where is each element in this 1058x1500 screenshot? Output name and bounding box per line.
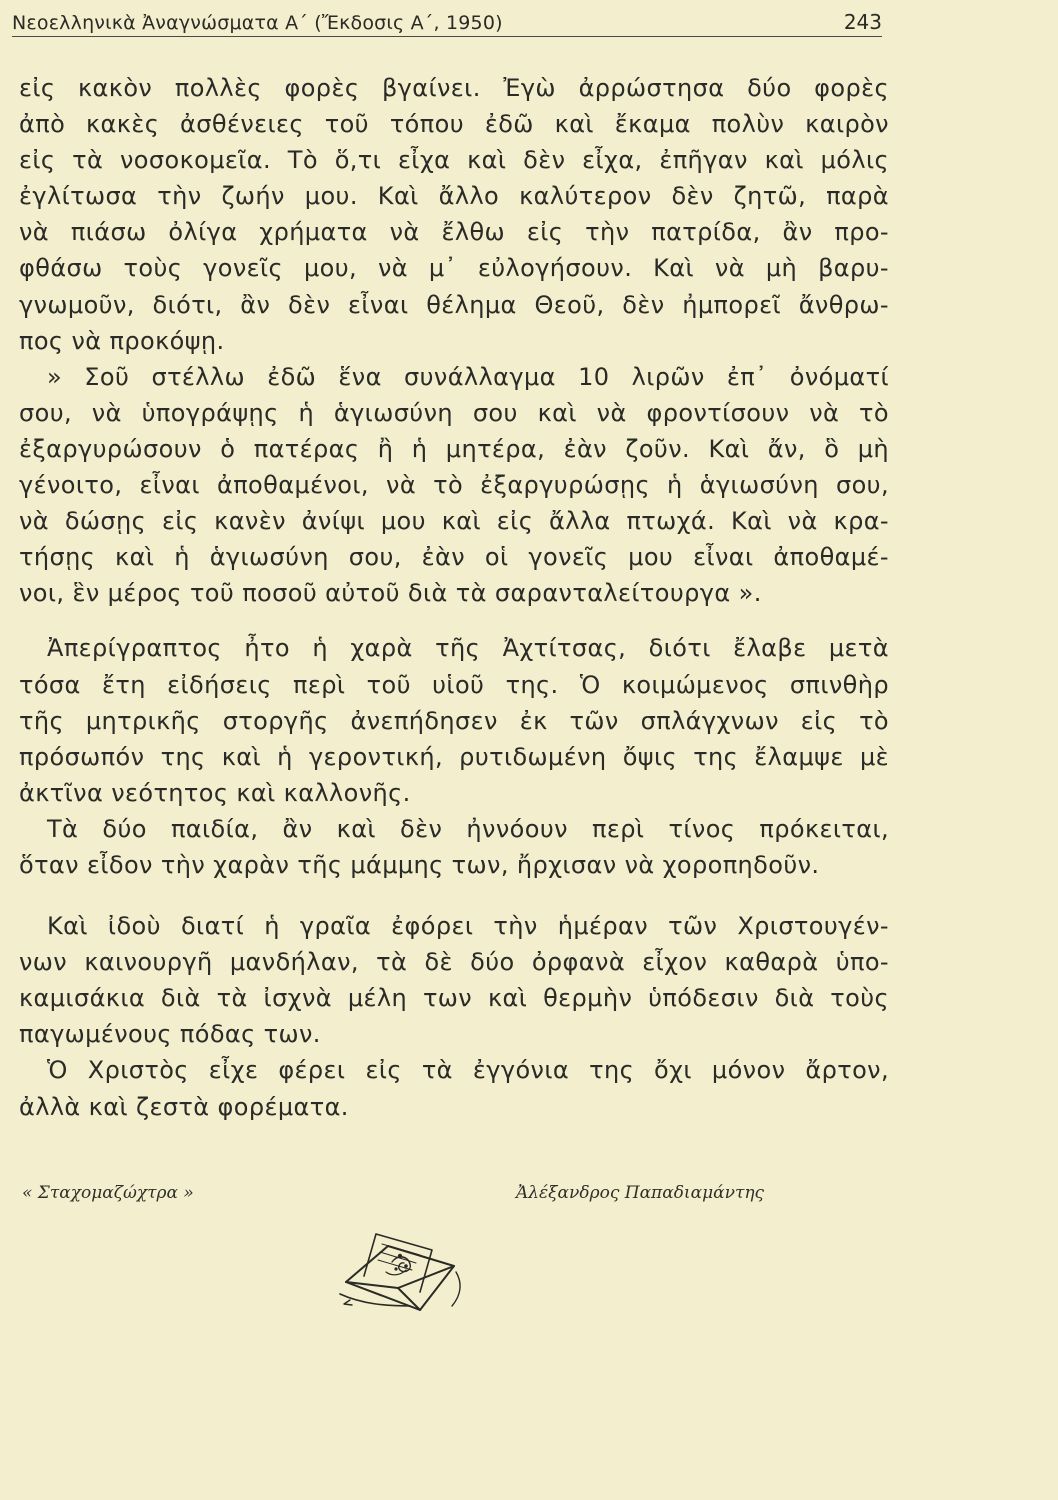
text-line: εἰς κακὸν πολλὲς φορὲς βγαίνει. Ἐγὼ ἀρρώστησα δύο φορὲς — [19, 74, 889, 102]
text-line: νὰ δώσῃς εἰς κανὲν ἀνίψι μου καὶ εἰς ἄλλα πτωχά. Καὶ νὰ κρα- — [19, 507, 889, 536]
text-line: νὰ πιάσω ὀλίγα χρήματα νὰ ἔλθω εἰς τὴν πατρίδα, ἂν προ- — [19, 218, 889, 247]
running-title: Νεοελληνικὰ Ἀναγνώσματα Α΄ (Ἔκδοσις Α΄, 1950) — [12, 12, 503, 34]
paragraph — [19, 359, 889, 612]
text-line: τήσῃς καὶ ἡ ἁγιωσύνη σου, ἐὰν οἱ γονεῖς μου εἶναι ἀποθαμέ- — [19, 543, 889, 572]
paragraph — [19, 1052, 889, 1124]
text-line: » Σοῦ στέλλω ἐδῶ ἕνα συνάλλαγμα 10 λιρῶν ἐπ᾿ ὀνόματί — [47, 362, 889, 391]
page-number: 243 — [843, 10, 882, 34]
text-line: ἀπὸ κακὲς ἀσθένειες τοῦ τόπου ἐδῶ καὶ ἔκαμα πολὺν καιρὸν — [19, 110, 889, 139]
text-line: πος νὰ προκόψῃ. — [19, 326, 225, 355]
text-line: νοι, ἓν μέρος τοῦ ποσοῦ αὐτοῦ διὰ τὰ σαρανταλείτουργα ». — [19, 579, 762, 608]
paragraph — [19, 70, 889, 359]
text-line: γένοιτο, εἶναι ἀποθαμένοι, νὰ τὸ ἐξαργυρώσῃς ἡ ἁγιωσύνη σου, — [19, 471, 889, 500]
text-line: ἐξαργυρώσουν ὁ πατέρας ἢ ἡ μητέρα, ἐὰν ζοῦν. Καὶ ἄν, ὃ μὴ — [19, 434, 889, 463]
text-line: σου, νὰ ὑπογράψῃς ἡ ἁγιωσύνη σου καὶ νὰ φροντίσουν νὰ τὸ — [19, 398, 889, 427]
text-line: Ἀπερίγραπτος ἦτο ἡ χαρὰ τῆς Ἀχτίτσας, διότι ἔλαβε μετὰ — [47, 634, 889, 663]
paragraph — [19, 811, 889, 883]
text-line: ἀλλὰ καὶ ζεστὰ φορέματα. — [19, 1092, 349, 1121]
text-line: Τὰ δύο παιδία, ἂν καὶ δὲν ἠννόουν περὶ τίνος πρόκειται, — [47, 814, 889, 843]
text-line: παγωμένους πόδας των. — [19, 1020, 321, 1049]
text-line: τῆς μητρικῆς στοργῆς ἀνεπήδησεν ἐκ τῶν σπλάγχνων εἰς τὸ — [19, 706, 889, 735]
text-line: γνωμοῦν, διότι, ἂν δὲν εἶναι θέλημα Θεοῦ, δὲν ἠμπορεῖ ἄνθρω- — [19, 290, 889, 319]
text-line: νων καινουργῆ μανδήλαν, τὰ δὲ δύο ὀρφανὰ εἶχον καθαρὰ ὑπο- — [19, 948, 889, 977]
source-work-title: « Σταχομαζώχτρα » — [22, 1183, 194, 1203]
text-line: καμισάκια διὰ τὰ ἰσχνὰ μέλη των καὶ θερμὴν ὑπόδεσιν διὰ τοὺς — [19, 984, 889, 1013]
text-line: ἐγλίτωσα τὴν ζωήν μου. Καὶ ἄλλο καλύτερον δὲν ζητῶ, παρὰ — [19, 182, 889, 211]
text-line: Καὶ ἰδοὺ διατί ἡ γραῖα ἐφόρει τὴν ἡμέραν τῶν Χριστουγέν- — [47, 912, 889, 941]
text-line: εἰς τὰ νοσοκομεῖα. Τὸ ὅ,τι εἶχα καὶ δὲν εἶχα, ἐπῆγαν καὶ μόλις — [19, 146, 889, 175]
text-line: ὅταν εἶδον τὴν χαρὰν τῆς μάμμης των, ἤρχισαν νὰ χοροπηδοῦν. — [19, 850, 820, 879]
body-text — [19, 70, 889, 1125]
source-author: Ἀλέξανδρος Παπαδιαμάντης — [516, 1183, 765, 1203]
paragraph — [19, 908, 889, 1052]
text-line: Ὁ Χριστὸς εἶχε φέρει εἰς τὰ ἐγγόνια της ὄχι μόνον ἄρτον, — [47, 1056, 889, 1085]
text-line: τόσα ἔτη εἰδήσεις περὶ τοῦ υἱοῦ της. Ὁ κοιμώμενος σπινθὴρ — [19, 670, 889, 699]
text-line: πρόσωπόν της καὶ ἡ γεροντική, ρυτιδωμένη ὄψις της ἔλαμψε μὲ — [19, 742, 889, 771]
text-line: ἀκτῖνα νεότητος καὶ καλλονῆς. — [19, 778, 411, 807]
envelope-letter-icon — [336, 1222, 476, 1320]
text-line: φθάσω τοὺς γονεῖς μου, νὰ μ᾿ εὐλογήσουν. Καὶ νὰ μὴ βαρυ- — [19, 254, 889, 283]
page-header — [12, 6, 882, 37]
paragraph — [19, 630, 889, 810]
